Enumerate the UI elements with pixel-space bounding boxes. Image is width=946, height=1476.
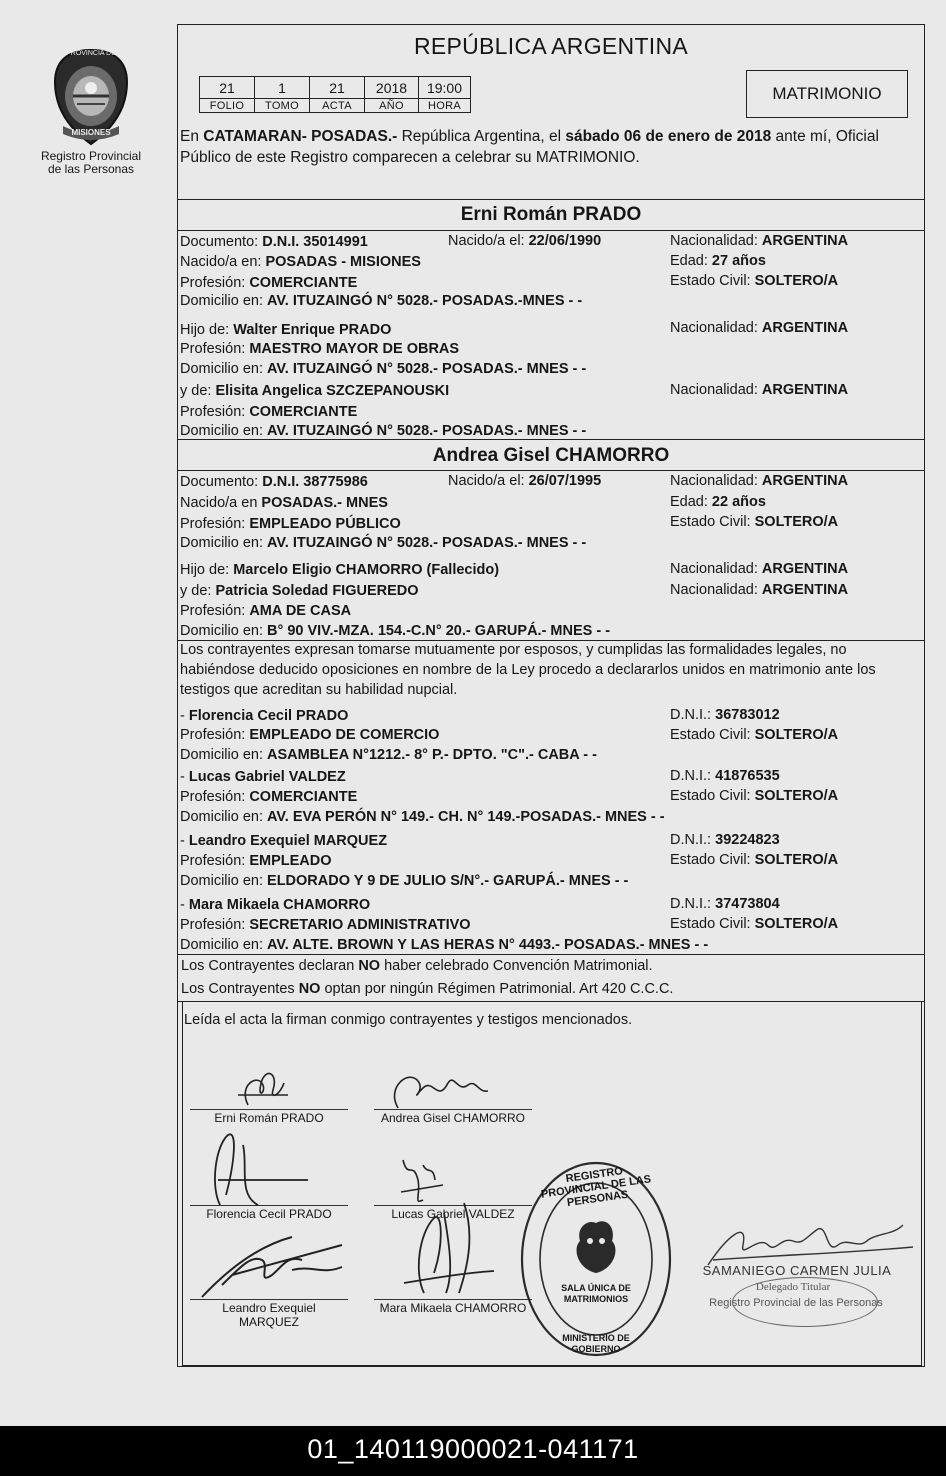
witness4-civil-status: Estado Civil: SOLTERO/A — [670, 916, 839, 932]
official-seal — [516, 1157, 676, 1361]
witness3-address: Domicilio en: ELDORADO Y 9 DE JULIO S/N°.- GARUPÁ.- MNES - - — [180, 873, 629, 889]
logo-name-text: MISIONES — [71, 128, 111, 137]
year-label: AÑO — [365, 99, 419, 113]
spouse2-name: Andrea Gisel CHAMORRO — [432, 445, 670, 466]
witness3-civil-status: Estado Civil: SOLTERO/A — [670, 852, 839, 868]
spouse1-father-address: Domicilio en: AV. ITUZAINGÓ N° 5028.- POSADAS.- MNES - - — [180, 361, 587, 377]
spouse2-nationality: Nacionalidad: ARGENTINA — [670, 473, 849, 489]
intro-date: sábado 06 de enero de 2018 — [565, 128, 772, 145]
spouse1-father-profession: Profesión: MAESTRO MAYOR DE OBRAS — [180, 341, 460, 357]
witness4-address: Domicilio en: AV. ALTE. BROWN Y LAS HERAS N° 4493.- POSADAS.- MNES - - — [180, 937, 709, 953]
signature-name-witness2: Lucas Gabriel VALDEZ — [391, 1207, 515, 1221]
spouse1-birthplace: Nacido/a en: POSADAS - MISIONES — [180, 254, 421, 270]
witness2-civil-status: Estado Civil: SOLTERO/A — [670, 788, 839, 804]
spouse1-nationality: Nacionalidad: ARGENTINA — [670, 233, 849, 249]
witness3-name: - Leandro Exequiel MARQUEZ — [180, 833, 388, 849]
tomo-label: TOMO — [255, 99, 310, 113]
tomo-value: 1 — [255, 77, 310, 99]
witness1-address: Domicilio en: ASAMBLEA N°1212.- 8° P.- DPTO. "C".- CABA - - — [180, 747, 597, 763]
spouse1-address: Domicilio en: AV. ITUZAINGÓ N° 5028.- POSADAS.-MNES - - — [180, 293, 583, 309]
registry-table — [199, 76, 471, 113]
handwritten-signature-witness4 — [374, 1193, 504, 1303]
spouse2-mother: y de: Patricia Soledad FIGUEREDO — [180, 583, 419, 599]
spouse2-civil-status: Estado Civil: SOLTERO/A — [670, 514, 839, 530]
signature-name-witness1: Florencia Cecil PRADO — [206, 1207, 332, 1221]
witness3-profession: Profesión: EMPLEADO — [180, 853, 332, 869]
intro-paragraph: En CATAMARAN- POSADAS.- República Argentina, el sábado 06 de enero de 2018 ante mí, Oficial Público de este Registro comparecen a celebrar su MATRIMONIO. — [180, 128, 879, 166]
acta-value: 21 — [310, 77, 365, 99]
witness1-name: - Florencia Cecil PRADO — [180, 708, 349, 724]
regime-statement: Los Contrayentes NO optan por ningún Régimen Patrimonial. Art 420 C.C.C. — [181, 981, 674, 997]
handwritten-signature-spouse2 — [378, 1063, 498, 1115]
witness4-name: - Mara Mikaela CHAMORRO — [180, 897, 371, 913]
officer-name: SAMANIEGO CARMEN JULIA — [702, 1263, 892, 1278]
witness1-civil-status: Estado Civil: SOLTERO/A — [670, 727, 839, 743]
witness2-dni: D.N.I.: 41876535 — [670, 768, 780, 784]
spouse1-mother: y de: Elisita Angelica SZCZEPANOUSKI — [180, 383, 450, 399]
divider — [178, 439, 924, 440]
acta-label: ACTA — [310, 99, 365, 113]
seal-bottom-text: MINISTERIO DE GOBIERNO — [562, 1333, 630, 1354]
spouse1-father: Hijo de: Walter Enrique PRADO — [180, 322, 392, 338]
officer-role: Delegado Titular — [755, 1281, 831, 1293]
officer-stamp-outline — [732, 1277, 878, 1327]
witness3-dni: D.N.I.: 39224823 — [670, 832, 780, 848]
spouse2-father: Hijo de: Marcelo Eligio CHAMORRO (Fallecido) — [180, 562, 500, 578]
spouse2-father-nationality: Nacionalidad: ARGENTINA — [670, 561, 849, 577]
signature-name-witness3: Leandro Exequiel MARQUEZ — [222, 1301, 316, 1329]
spouse2-address: Domicilio en: AV. ITUZAINGÓ N° 5028.- POSADAS.- MNES - - — [180, 535, 587, 551]
witness1-dni: D.N.I.: 36783012 — [670, 707, 780, 723]
spouse1-mother-nationality: Nacionalidad: ARGENTINA — [670, 382, 849, 398]
witness2-name: - Lucas Gabriel VALDEZ — [180, 769, 346, 785]
spouse1-document: Documento: D.N.I. 35014991 — [180, 234, 368, 250]
witness2-profession: Profesión: COMERCIANTE — [180, 789, 358, 805]
witness4-dni: D.N.I.: 37473804 — [670, 896, 780, 912]
signature-name-witness4: Mara Mikaela CHAMORRO — [379, 1301, 527, 1315]
convention-statement: Los Contrayentes declaran NO haber celebrado Convención Matrimonial. — [181, 958, 653, 974]
year-value: 2018 — [365, 77, 419, 99]
witness2-address: Domicilio en: AV. EVA PERÓN N° 149.- CH. N° 149.-POSADAS.- MNES - - — [180, 809, 665, 825]
signature-name-spouse1: Erni Román PRADO — [214, 1111, 324, 1125]
seal-inner-text: SALA ÚNICA DE MATRIMONIOS — [561, 1283, 631, 1304]
spouse2-birthplace: Nacido/a en POSADAS.- MNES — [180, 495, 388, 511]
handwritten-signature-witness3 — [192, 1225, 352, 1305]
seal-outer-text: REGISTRO PROVINCIAL DE LAS PERSONAS — [540, 1165, 652, 1210]
handwritten-signature-witness1 — [198, 1125, 318, 1215]
act-type-box: MATRIMONIO — [746, 70, 908, 118]
hour-label: HORA — [419, 99, 471, 113]
spouse1-age: Edad: 27 años — [670, 253, 766, 269]
witness1-profession: Profesión: EMPLEADO DE COMERCIO — [180, 727, 440, 743]
divider — [178, 954, 924, 955]
handwritten-signature-spouse1 — [218, 1065, 308, 1115]
folio-value: 21 — [200, 77, 255, 99]
witness4-profession: Profesión: SECRETARIO ADMINISTRATIVO — [180, 917, 471, 933]
spouse1-name: Erni Román PRADO — [460, 204, 642, 225]
spouse1-civil-status: Estado Civil: SOLTERO/A — [670, 273, 839, 289]
spouse1-mother-address: Domicilio en: AV. ITUZAINGÓ N° 5028.- POSADAS.- MNES - - — [180, 423, 587, 439]
spouse2-mother-profession: Profesión: AMA DE CASA — [180, 603, 352, 619]
spouse2-mother-nationality: Nacionalidad: ARGENTINA — [670, 582, 849, 598]
closing-statement: Leída el acta la firman conmigo contrayentes y testigos mencionados. — [184, 1012, 633, 1028]
divider — [178, 199, 924, 200]
spouse1-father-nationality: Nacionalidad: ARGENTINA — [670, 320, 849, 336]
spouse1-profession: Profesión: COMERCIANTE — [180, 275, 358, 291]
spouse2-profession: Profesión: EMPLEADO PÚBLICO — [180, 516, 401, 532]
declaration-text: Los contrayentes expresan tomarse mutuamente por esposos, y cumplidas las formalidades legales, no habiéndose deducido oposiciones en nombre de la Ley procedo a declararlos unidos en matrimonio ante los testigos que acreditan su habilidad nupcial. — [180, 642, 876, 698]
hour-value: 19:00 — [419, 77, 471, 99]
province-logo — [36, 48, 146, 176]
document-title: REPÚBLICA ARGENTINA — [413, 33, 689, 59]
spouse2-mother-address: Domicilio en: B° 90 VIV.-MZA. 154.-C.N° 20.- GARUPÁ.- MNES - - — [180, 623, 611, 639]
spouse1-birthdate: Nacido/a el: 22/06/1990 — [448, 233, 602, 249]
document-id-bar: 01_140119000021-041171 — [0, 1426, 946, 1476]
signature-name-spouse2: Andrea Gisel CHAMORRO — [380, 1111, 526, 1125]
officer-organization: Registro Provincial de las Personas — [709, 1297, 883, 1309]
spouse2-birthdate: Nacido/a el: 26/07/1995 — [448, 473, 602, 489]
intro-place: CATAMARAN- POSADAS.- — [203, 128, 398, 145]
logo-caption: Registro Provincial de las Personas — [40, 149, 142, 176]
spouse1-mother-profession: Profesión: COMERCIANTE — [180, 404, 358, 420]
folio-label: FOLIO — [200, 99, 255, 113]
marriage-certificate — [177, 24, 925, 1367]
spouse2-document: Documento: D.N.I. 38775986 — [180, 474, 368, 490]
logo-province-text: PROVINCIA DE — [66, 50, 116, 57]
spouse2-age: Edad: 22 años — [670, 494, 766, 510]
